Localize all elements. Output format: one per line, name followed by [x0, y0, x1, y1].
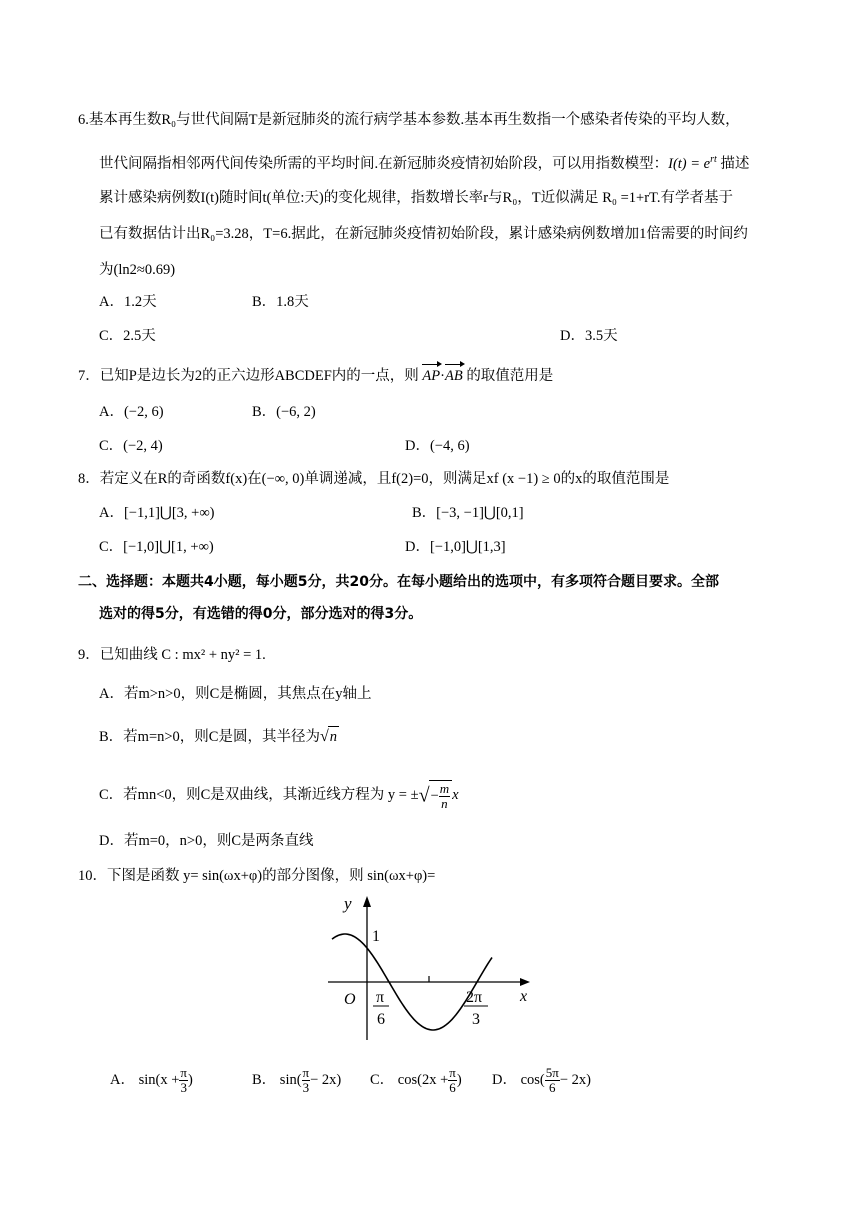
q10-option-c-num: π [449, 1065, 456, 1081]
q8-stem: 8．若定义在R的奇函数f(x)在(−∞, 0)单调递减，且f(2)=0，则满足xf (x −1) ≥ 0的x的取值范围是 [78, 471, 670, 487]
q6-line1: 6.基本再生数R₀与世代间隔T是新冠肺炎的流行病学基本参数.基本再生数指一个感染者传染的平均人数， [78, 112, 740, 128]
x-axis-label: x [520, 988, 528, 1005]
q6-option-a[interactable]: A．1.2天 [99, 294, 157, 310]
q10-option-a[interactable] [110, 1063, 193, 1097]
q10-option-a-num: π [180, 1065, 187, 1081]
q7-stem-text: 7．已知P是边长为2的正六边形ABCDEF内的一点，则 [78, 368, 419, 384]
q7-option-a[interactable]: A．(−2, 6) [99, 404, 164, 420]
twopi3-den: 3 [472, 1011, 480, 1028]
q10-option-b-den: 3 [302, 1080, 310, 1096]
q6-line3: 累计感染病例数I(t)随时间t(单位:天)的变化规律，指数增长率r与R₀，T近似满足 R₀ =1+rT.有学者基于 [99, 190, 733, 206]
q10-option-d-den: 6 [549, 1080, 556, 1096]
q10-option-a-pre: A． sin(x + [110, 1072, 180, 1088]
q9-option-d[interactable]: D．若m=0，n>0，则C是两条直线 [99, 833, 314, 849]
q10-option-c[interactable] [370, 1063, 462, 1097]
q10-option-c-pre: C． cos(2x + [370, 1072, 449, 1088]
origin-label: O [344, 991, 356, 1008]
q10-option-c-post: ) [456, 1072, 462, 1088]
q8-option-d[interactable]: D．[−1,0]⋃[1,3] [405, 539, 506, 555]
q6-option-c[interactable]: C．2.5天 [99, 328, 156, 344]
q6-formula-exp: rt [710, 154, 717, 165]
q9-option-c-num: m [439, 781, 450, 796]
q9-stem: 9．已知曲线 C : mx² + ny² = 1. [78, 647, 266, 663]
q9-option-b-text: B．若m=n>0，则C是圆，其半径为 [99, 729, 320, 745]
q10-option-b-post: − 2x) [310, 1072, 342, 1088]
section-2-heading-cont: 选对的得5分，有选错的得0分，部分选对的得3分。 [99, 606, 423, 622]
q9-option-b[interactable]: B．若m=n>0，则C是圆，其半径为√n [99, 728, 338, 745]
q10-option-d-post: − 2x) [559, 1072, 591, 1088]
q7-stem [78, 366, 553, 386]
twopi3-num: 2π [466, 989, 483, 1006]
q6-line2-text: 世代间隔指相邻两代间传染所需的平均时间.在新冠肺炎疫情初始阶段，可以用指数模型： [99, 155, 669, 172]
q10-option-b[interactable] [252, 1063, 341, 1097]
q7-vector-ap: AP [422, 368, 441, 384]
x-axis-arrow-icon [520, 978, 530, 986]
q7-stem-end: 的取值范用是 [466, 368, 554, 384]
q10-option-d-num: 5π [545, 1065, 559, 1081]
q10-sine-graph [322, 890, 538, 1050]
q6-formula: I(t) = e [668, 155, 711, 172]
q9-option-a[interactable]: A．若m>n>0，则C是椭圆，其焦点在y轴上 [99, 686, 372, 702]
pi6-num: π [376, 989, 385, 1006]
y-axis-label: y [344, 894, 352, 913]
q6-line2-end: 描述 [720, 155, 750, 172]
q10-option-c-den: 6 [449, 1080, 456, 1096]
q9-option-c[interactable]: C．若mn<0，则C是双曲线，其渐近线方程为 y = ±√− $\frac{m}{n}$ x [99, 781, 459, 811]
section-2-heading: 二、选择题：本题共4小题，每小题5分，共20分。在每小题给出的选项中，有多项符合题目要求。全部 [78, 574, 719, 590]
q9-option-c-x: x [452, 786, 459, 803]
q7-vector-ab: AB [444, 368, 463, 384]
q6-option-b[interactable]: B．1.8天 [252, 294, 309, 310]
q8-option-b[interactable]: B．[−3, −1]⋃[0,1] [412, 505, 524, 521]
q10-option-a-den: 3 [180, 1080, 187, 1096]
q9-option-c-minus: − [430, 787, 439, 804]
q7-option-d[interactable]: D．(−4, 6) [405, 438, 470, 454]
q10-option-b-pre: B． sin( [252, 1072, 302, 1088]
y-axis-arrow-icon [363, 896, 371, 907]
q6-line4: 已有数据估计出R₀=3.28，T=6.据此，在新冠肺炎疫情初始阶段，累计感染病例数增加1倍需要的时间约 [99, 226, 748, 242]
y-one-label: 1 [372, 928, 380, 945]
q7-option-c[interactable]: C．(−2, 4) [99, 438, 163, 454]
q10-option-d-pre: D． cos( [492, 1072, 545, 1088]
q6-line2 [99, 150, 749, 174]
q8-option-a[interactable]: A．[−1,1]⋃[3, +∞) [99, 505, 215, 521]
pi6-den: 6 [377, 1011, 385, 1028]
q10-stem: 10．下图是函数 y= sin(ωx+φ)的部分图像，则 sin(ωx+φ)= [78, 868, 436, 884]
q7-option-b[interactable]: B．(−6, 2) [252, 404, 316, 420]
q9-option-c-text: C．若mn<0，则C是双曲线，其渐近线方程为 y = ± [99, 786, 419, 803]
q8-option-c[interactable]: C．[−1,0]⋃[1, +∞) [99, 539, 214, 555]
q7-dot: · [440, 368, 445, 384]
q10-option-a-post: ) [187, 1072, 193, 1088]
q10-option-b-num: π [302, 1065, 310, 1081]
q6-line5: 为(ln2≈0.69) [99, 262, 176, 278]
q9-option-c-den: n [441, 796, 448, 811]
q10-option-d[interactable] [492, 1063, 591, 1097]
q9-option-b-radicand: n [328, 726, 339, 747]
q6-option-d[interactable]: D．3.5天 [560, 328, 618, 344]
